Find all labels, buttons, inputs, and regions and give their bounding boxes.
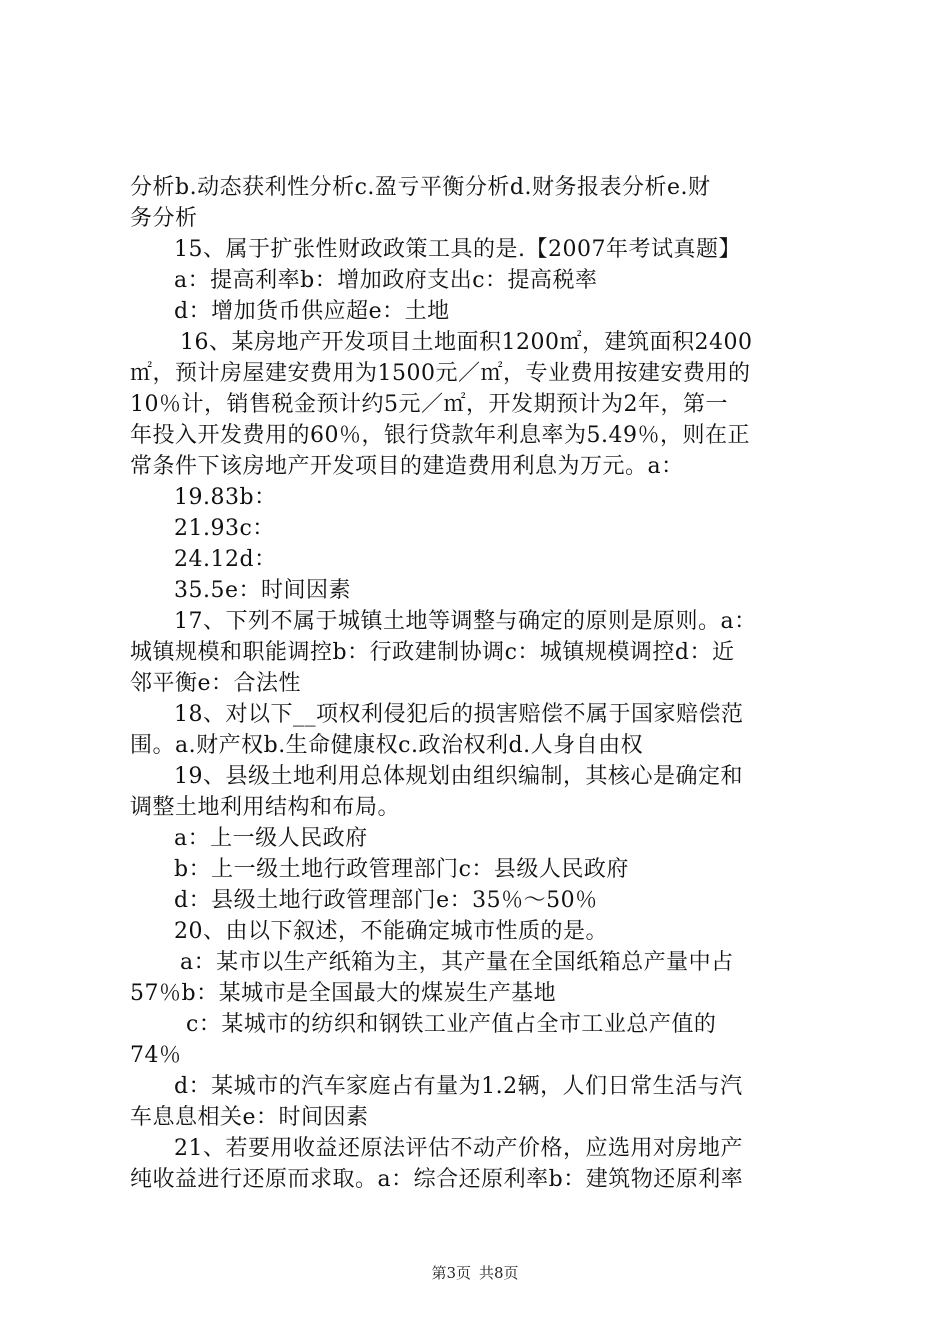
text-line: 21.93c： xyxy=(174,516,275,541)
text-line: 围。a.财产权b.生命健康权c.政治权利d.人身自由权 xyxy=(130,733,644,758)
text-line: 车息息相关e：时间因素 xyxy=(130,1105,369,1130)
text-line: a：上一级人民政府 xyxy=(174,826,368,851)
text-line: 分析b.动态获利性分析c.盈亏平衡分析d.财务报表分析e.财 xyxy=(130,175,711,200)
document-body xyxy=(130,172,830,1195)
question-21: 21、若要用收益还原法评估不动产价格，应选用对房地产 xyxy=(174,1136,743,1161)
text-line: 务分析 xyxy=(130,206,198,231)
text-line: 邻平衡e：合法性 xyxy=(130,671,302,696)
text-line: 10％计，销售税金预计约5元／㎡，开发期预计为2年，第一 xyxy=(130,392,728,417)
text-line: 24.12d： xyxy=(174,547,277,572)
text-line: d：增加货币供应超e：土地 xyxy=(174,299,450,324)
page-footer xyxy=(0,1262,950,1283)
text-line: d：某城市的汽车家庭占有量为1.2辆，人们日常生活与汽 xyxy=(174,1074,743,1099)
text-line: 城镇规模和职能调控b：行政建制协调c：城镇规模调控d：近 xyxy=(130,640,735,665)
text-line: b：上一级土地行政管理部门c：县级人民政府 xyxy=(174,857,629,882)
question-17: 17、下列不属于城镇土地等调整与确定的原则是原则。a： xyxy=(174,609,757,634)
text-line: c：某城市的纺织和钢铁工业产值占全市工业总产值的 xyxy=(186,1012,717,1037)
text-line: 35.5e：时间因素 xyxy=(174,578,352,603)
question-20: 20、由以下叙述，不能确定城市性质的是。 xyxy=(174,919,608,944)
text-line: 74％ xyxy=(130,1043,182,1068)
text-line: 纯收益进行还原而求取。a：综合还原利率b：建筑物还原利率 xyxy=(130,1167,744,1192)
text-line: 调整土地利用结构和布局。 xyxy=(130,795,401,820)
page-total: 共8页 xyxy=(479,1264,519,1282)
question-18: 18、对以下__项权利侵犯后的损害赔偿不属于国家赔偿范 xyxy=(174,702,744,727)
text-line: d：县级土地行政管理部门e：35％～50％ xyxy=(174,888,598,913)
question-15: 15、属于扩张性财政政策工具的是.【2007年考试真题】 xyxy=(174,237,741,262)
text-line: 年投入开发费用的60％，银行贷款年利息率为5.49％，则在正 xyxy=(130,423,750,448)
question-19: 19、县级土地利用总体规划由组织编制，其核心是确定和 xyxy=(174,764,743,789)
page-number: 第3页 xyxy=(431,1264,471,1282)
question-16: 16、某房地产开发项目土地面积1200㎡，建筑面积2400 xyxy=(180,330,753,355)
text-line: 常条件下该房地产开发项目的建造费用利息为万元。a： xyxy=(130,454,684,479)
text-line: a：提高利率b：增加政府支出c：提高税率 xyxy=(174,268,598,293)
text-line: a：某市以生产纸箱为主，其产量在全国纸箱总产量中占 xyxy=(180,950,734,975)
text-line: 19.83b： xyxy=(174,485,277,510)
text-line: 57％b：某城市是全国最大的煤炭生产基地 xyxy=(130,981,557,1006)
text-line: ㎡，预计房屋建安费用为1500元／㎡，专业费用按建安费用的 xyxy=(130,361,751,386)
